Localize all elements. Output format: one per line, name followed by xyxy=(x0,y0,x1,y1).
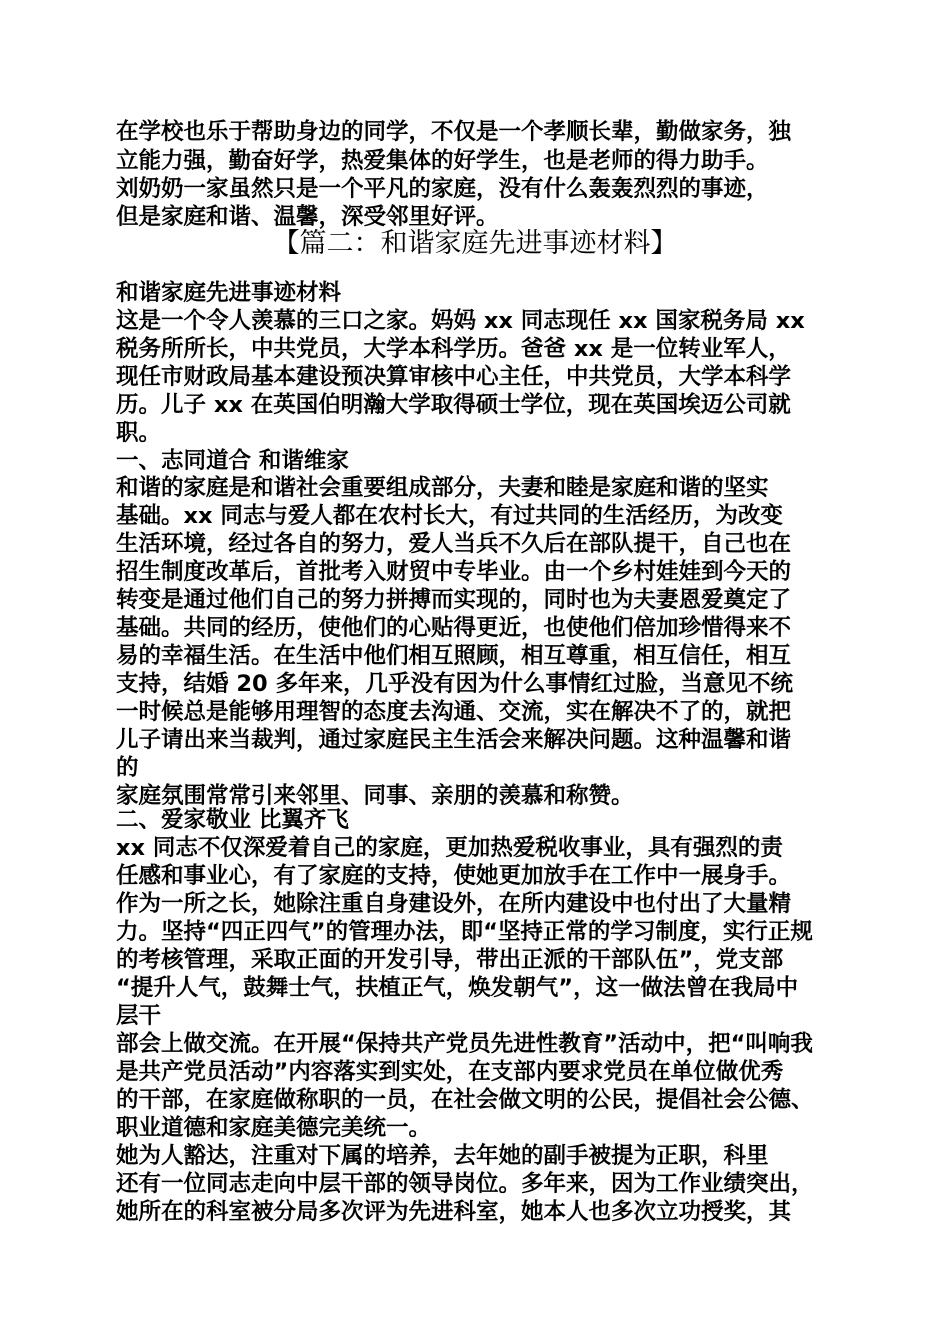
text-line: 生活环境，经过各自的努力，爱人当兵不久后在部队提干，自己也在 xyxy=(116,531,792,557)
text-line: “提升人气，鼓舞士气，扶植正气，焕发朝气”，这一做法曾在我局中 xyxy=(116,975,799,1001)
text-line: 基础。xx 同志与爱人都在农村长大，有过共同的生活经历，为改变 xyxy=(116,503,783,529)
text-line: 是共产党员活动”内容落实到实处，在支部内要求党员在单位做优秀 xyxy=(116,1059,784,1085)
text-line: 职业道德和家庭美德完美统一。 xyxy=(116,1115,432,1141)
text-line: 她所在的科室被分局多次评为先进科室，她本人也多次立功授奖，其 xyxy=(116,1199,792,1225)
text-line: 支持，结婚 20 多年来，几乎没有因为什么事情红过脸，当意见不统 xyxy=(116,671,793,697)
text-line: 和谐家庭先进事迹材料 xyxy=(116,280,342,306)
text-line: 基础。共同的经历，使他们的心贴得更近，也使他们倍加珍惜得来不 xyxy=(116,615,792,641)
text-line: 这是一个令人羡慕的三口之家。妈妈 xx 同志现任 xx 国家税务局 xx xyxy=(116,308,805,334)
text-line: 历。儿子 xx 在英国伯明瀚大学取得硕士学位，现在英国埃迈公司就 xyxy=(116,392,791,418)
text-line: 职。 xyxy=(116,420,162,446)
text-line: 作为一所之长，她除注重自身建设外，在所内建设中也付出了大量精 xyxy=(116,891,792,917)
text-line: 她为人豁达，注重对下属的培养，去年她的副手被提为正职，科里 xyxy=(116,1143,769,1169)
text-line: 在学校也乐于帮助身边的同学，不仅是一个孝顺长辈，勤做家务，独 xyxy=(116,119,792,145)
text-line: 招生制度改革后，首批考入财贸中专毕业。由一个乡村娃娃到今天的 xyxy=(116,559,792,585)
text-line: 的考核管理，采取正面的开发引导，带出正派的干部队伍”，党支部 xyxy=(116,947,784,973)
text-line: 立能力强，勤奋好学，热爱集体的好学生，也是老师的得力助手。 xyxy=(116,148,769,174)
section-heading: 【篇二：和谐家庭先进事迹材料】 xyxy=(272,228,678,259)
text-line: 部会上做交流。在开展“保持共产党员先进性教育”活动中，把“叫响我 xyxy=(116,1031,813,1057)
text-line: 层干 xyxy=(116,1003,162,1029)
text-line: 的 xyxy=(116,755,139,781)
text-line: 任感和事业心，有了家庭的支持，使她更加放手在工作中一展身手。 xyxy=(116,863,792,889)
text-line: 一时候总是能够用理智的态度去沟通、交流，实在解决不了的，就把 xyxy=(116,699,792,725)
text-line: xx 同志不仅深爱着自己的家庭，更加热爱税收事业，具有强烈的责 xyxy=(116,835,783,861)
text-line: 还有一位同志走向中层干部的领导岗位。多年来，因为工作业绩突出， xyxy=(116,1171,814,1197)
text-line: 二、爱家敬业 比翼齐飞 xyxy=(116,807,349,833)
text-line: 和谐的家庭是和谐社会重要组成部分，夫妻和睦是家庭和谐的坚实 xyxy=(116,475,769,501)
text-line: 易的幸福生活。在生活中他们相互照顾，相互尊重，相互信任，相互 xyxy=(116,643,792,669)
text-line: 儿子请出来当裁判，通过家庭民主生活会来解决问题。这种温馨和谐 xyxy=(116,727,792,753)
text-line: 现任市财政局基本建设预决算审核中心主任，中共党员，大学本科学 xyxy=(116,364,792,390)
text-line: 税务所所长，中共党员，大学本科学历。爸爸 xx 是一位转业军人， xyxy=(116,336,791,362)
text-line: 一、志同道合 和谐维家 xyxy=(116,448,349,474)
text-line: 转变是通过他们自己的努力拼搏而实现的，同时也为夫妻恩爱奠定了 xyxy=(116,587,792,613)
text-line: 的干部，在家庭做称职的一员，在社会做文明的公民，提倡社会公德、 xyxy=(116,1087,814,1113)
text-line: 家庭氛围常常引来邻里、同事、亲朋的羡慕和称赞。 xyxy=(116,783,634,809)
text-line: 刘奶奶一家虽然只是一个平凡的家庭，没有什么轰轰烈烈的事迹， xyxy=(116,176,769,202)
text-line: 力。坚持“四正四气”的管理办法，即“坚持正常的学习制度，实行正规 xyxy=(116,919,813,945)
text-line: 但是家庭和谐、温馨，深受邻里好评。 xyxy=(116,204,499,230)
